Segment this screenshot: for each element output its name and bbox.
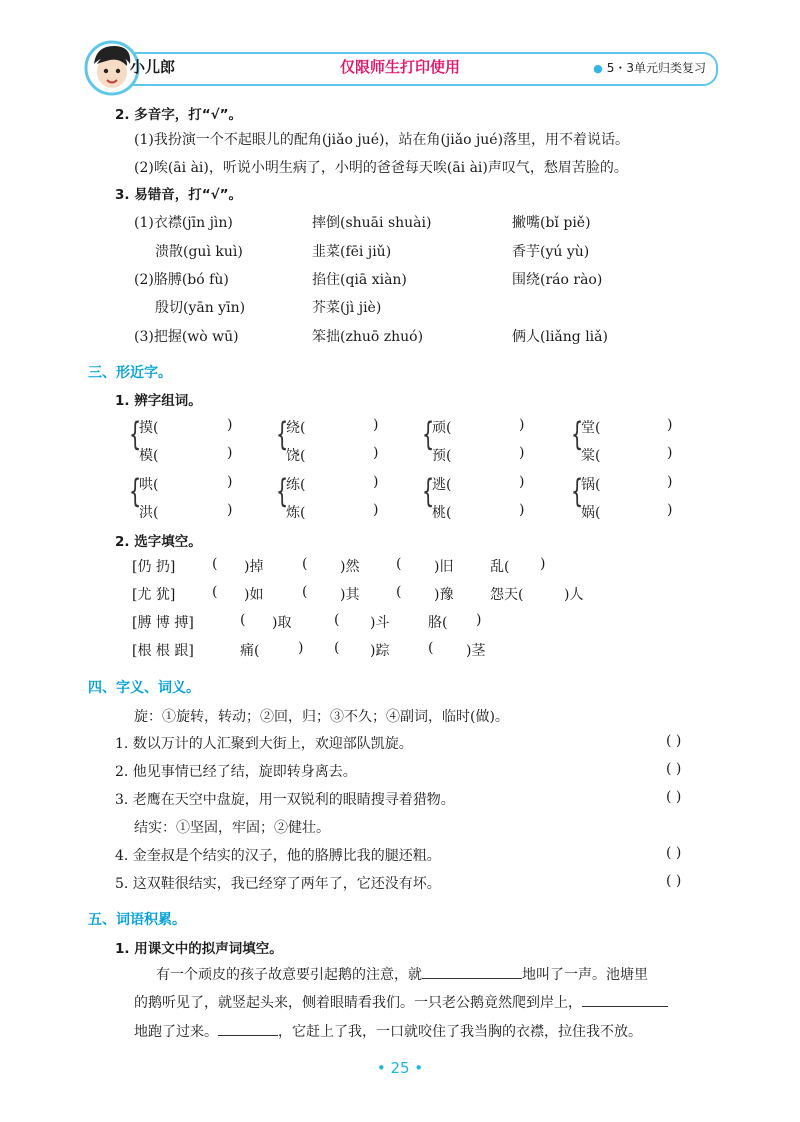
pinyin-r5c2: 笨拙(zhuō zhuó) (312, 329, 424, 345)
pinyin-r3c3: 围绕(ráo rào) (512, 272, 603, 288)
fill-blank: 怨天( (490, 587, 524, 603)
brace: { (129, 415, 142, 453)
brace: { (571, 472, 584, 510)
blank-line[interactable] (582, 992, 668, 1007)
paren-open: ( (300, 448, 306, 464)
fill-blank: )然 (340, 559, 360, 575)
paren-close: ) (667, 502, 673, 518)
char-cell (139, 474, 158, 494)
section3-title: 三、形近字。 (88, 365, 172, 381)
fill-options: [尤 犹] (132, 587, 176, 603)
fill-blank: )斗 (370, 615, 390, 631)
pinyin-r4c1: 殷切(yān yīn) (155, 300, 246, 316)
char-cell (139, 417, 158, 437)
paren-close: ) (227, 474, 233, 490)
sec3-sub2: 2. 选字填空。 (115, 534, 202, 550)
group-char: 锅 (581, 477, 595, 493)
pinyin-r4c2: 芥菜(jì jiè) (312, 300, 382, 316)
char-cell (581, 502, 600, 522)
paren-open: ( (300, 477, 306, 493)
header-brand: 小儿郎 (130, 58, 176, 76)
char-cell (286, 474, 305, 494)
pinyin-r3c2: 掐住(qiā xiàn) (312, 272, 407, 288)
fill-blank: ( (334, 612, 340, 628)
char-cell (286, 417, 305, 437)
passage-text: 有一个顽皮的孩子故意要引起鹅的注意，就 (156, 967, 422, 983)
question-3: 3. 老鹰在天空中盘旋，用一双锐利的眼睛搜寻着猎物。 (115, 792, 455, 808)
char-cell (432, 445, 451, 465)
paren-open: ( (446, 448, 452, 464)
char-cell (581, 474, 600, 494)
item3-title: 3. 易错音，打“√”。 (115, 187, 242, 203)
definition-xuan: 旋：①旋转，转动；②回，归；③不久；④副词，临时(做)。 (134, 709, 509, 725)
char-cell (581, 445, 600, 465)
passage-text: 地跑了过来。 (134, 1024, 218, 1040)
pinyin-r2c1: 溃散(guì kuì) (155, 244, 243, 260)
fill-blank: )掉 (244, 559, 264, 575)
pinyin-r5c1: (3)把握(wò wū) (134, 329, 239, 345)
fill-blank: ( (212, 584, 218, 600)
fill-options: [仍 扔] (132, 559, 176, 575)
item2-line1: (1)我扮演一个不起眼儿的配角(jiǎo jué)，站在角(jiǎo jué)落里，用不着说话。 (134, 132, 630, 148)
fill-blank: )旧 (434, 559, 454, 575)
passage-line3 (134, 1021, 642, 1041)
char-cell (581, 417, 600, 437)
paren-close: ) (373, 474, 379, 490)
paren-open: ( (153, 477, 159, 493)
question-2: 2. 他见事情已经了结，旋即转身离去。 (115, 764, 357, 780)
definition-jieshi: 结实：①坚固，牢固；②健壮。 (134, 820, 330, 836)
pinyin-r1c2: 摔倒(shuāi shuài) (312, 215, 432, 231)
pinyin-r1c3: 撇嘴(bǐ piě) (512, 215, 591, 231)
fill-blank: )踪 (370, 643, 390, 659)
fill-blank: ( (428, 640, 434, 656)
brace: { (571, 415, 584, 453)
question-4: 4. 金奎叔是个结实的汉子，他的胳膊比我的腿还粗。 (115, 848, 441, 864)
fill-blank: ) (540, 556, 546, 572)
paren-open: ( (446, 477, 452, 493)
paren-close: ) (519, 445, 525, 461)
paren-open: ( (300, 505, 306, 521)
paren-close: ) (373, 445, 379, 461)
item2-line2: (2)唉(āi ài)，听说小明生病了，小明的爸爸每天唉(āi ài)声叹气，愁眉苦脸的。 (134, 160, 628, 176)
blank-line[interactable] (422, 964, 522, 979)
group-char: 摸 (139, 420, 153, 436)
char-cell (139, 502, 158, 522)
fill-blank: )人 (564, 587, 584, 603)
group-char: 绕 (286, 420, 300, 436)
fill-blank: ) (298, 640, 304, 656)
answer-paren: ( ) (666, 845, 682, 861)
group-char: 桃 (432, 505, 446, 521)
sec3-sub1: 1. 辨字组词。 (115, 393, 202, 409)
fill-blank: )如 (244, 587, 264, 603)
fill-blank: ( (240, 612, 246, 628)
paren-open: ( (300, 420, 306, 436)
char-cell (432, 417, 451, 437)
item2-title: 2. 多音字，打“√”。 (115, 107, 242, 123)
paren-close: ) (519, 474, 525, 490)
paren-open: ( (446, 505, 452, 521)
answer-paren: ( ) (666, 733, 682, 749)
section5-title: 五、词语积累。 (88, 912, 186, 928)
group-char: 炼 (286, 505, 300, 521)
header-unit-label: ● 5・3单元归类复习 (593, 61, 706, 75)
section4-title: 四、字义、词义。 (88, 680, 200, 696)
char-cell (432, 502, 451, 522)
fill-blank: )取 (272, 615, 292, 631)
paren-open: ( (446, 420, 452, 436)
brace: { (422, 472, 435, 510)
paren-close: ) (667, 417, 673, 433)
paren-close: ) (373, 502, 379, 518)
fill-blank: ( (212, 556, 218, 572)
paren-close: ) (667, 445, 673, 461)
group-char: 娲 (581, 505, 595, 521)
fill-blank: ( (396, 584, 402, 600)
paren-open: ( (153, 505, 159, 521)
paren-open: ( (595, 477, 601, 493)
brace: { (129, 472, 142, 510)
passage-text: 地叫了一声。池塘里 (522, 967, 648, 983)
char-cell (286, 445, 305, 465)
paren-close: ) (519, 417, 525, 433)
fill-blank: ( (302, 556, 308, 572)
fill-blank: ( (334, 640, 340, 656)
fill-blank: ) (476, 612, 482, 628)
paren-close: ) (227, 445, 233, 461)
paren-close: ) (519, 502, 525, 518)
fill-blank: )豫 (434, 587, 454, 603)
group-char: 棠 (581, 448, 595, 464)
pinyin-r2c2: 韭菜(fēi jiǔ) (312, 244, 392, 260)
paren-open: ( (595, 448, 601, 464)
pinyin-r3c1: (2)胳膊(bó fù) (134, 272, 229, 288)
paren-close: ) (667, 474, 673, 490)
fill-blank: )茎 (466, 643, 486, 659)
fill-blank: 胳( (428, 615, 448, 631)
pinyin-r5c3: 俩人(liǎng liǎ) (512, 329, 608, 345)
sec5-sub1: 1. 用课文中的拟声词填空。 (115, 941, 283, 957)
group-char: 洪 (139, 505, 153, 521)
fill-blank: )其 (340, 587, 360, 603)
char-cell (432, 474, 451, 494)
group-char: 预 (432, 448, 446, 464)
group-char: 哄 (139, 477, 153, 493)
paren-open: ( (153, 420, 159, 436)
char-cell (139, 445, 158, 465)
question-1: 1. 数以万计的人汇聚到大街上，欢迎部队凯旋。 (115, 736, 413, 752)
fill-blank: 痛( (240, 643, 260, 659)
pinyin-r2c3: 香芋(yú yù) (512, 244, 590, 260)
group-char: 饶 (286, 448, 300, 464)
group-char: 逃 (432, 477, 446, 493)
passage-text: 的鹅听见了，就竖起头来，侧着眼睛看我们。一只老公鹅竟然爬到岸上， (134, 995, 582, 1011)
paren-open: ( (153, 448, 159, 464)
page-number: • 25 • (376, 1059, 424, 1077)
group-char: 模 (139, 448, 153, 464)
fill-blank: 乱( (490, 559, 510, 575)
answer-paren: ( ) (666, 789, 682, 805)
answer-paren: ( ) (666, 873, 682, 889)
header-unit-text: 5・3单元归类复习 (606, 61, 706, 75)
passage-text: ，它赶上了我，一口就咬住了我当胸的衣襟，拉住我不放。 (278, 1024, 642, 1040)
paren-open: ( (595, 505, 601, 521)
paren-close: ) (227, 417, 233, 433)
header-title: 仅限师生打印使用 (339, 58, 460, 76)
paren-close: ) (227, 502, 233, 518)
brace: { (276, 415, 289, 453)
paren-open: ( (595, 420, 601, 436)
answer-paren: ( ) (666, 761, 682, 777)
fill-options: [根 根 跟] (132, 643, 194, 659)
brace: { (276, 472, 289, 510)
paren-close: ) (373, 417, 379, 433)
pinyin-r1c1: (1)衣襟(jīn jìn) (134, 215, 233, 231)
passage-line1 (156, 964, 648, 984)
group-char: 练 (286, 477, 300, 493)
passage-line2 (134, 992, 668, 1012)
group-char: 堂 (581, 420, 595, 436)
fill-blank: ( (302, 584, 308, 600)
question-5: 5. 这双鞋很结实，我已经穿了两年了，它还没有坏。 (115, 876, 441, 892)
fill-options: [膊 博 搏] (132, 615, 194, 631)
brace: { (422, 415, 435, 453)
fill-blank: ( (396, 556, 402, 572)
char-cell (286, 502, 305, 522)
blank-line[interactable] (218, 1021, 278, 1036)
group-char: 顽 (432, 420, 446, 436)
